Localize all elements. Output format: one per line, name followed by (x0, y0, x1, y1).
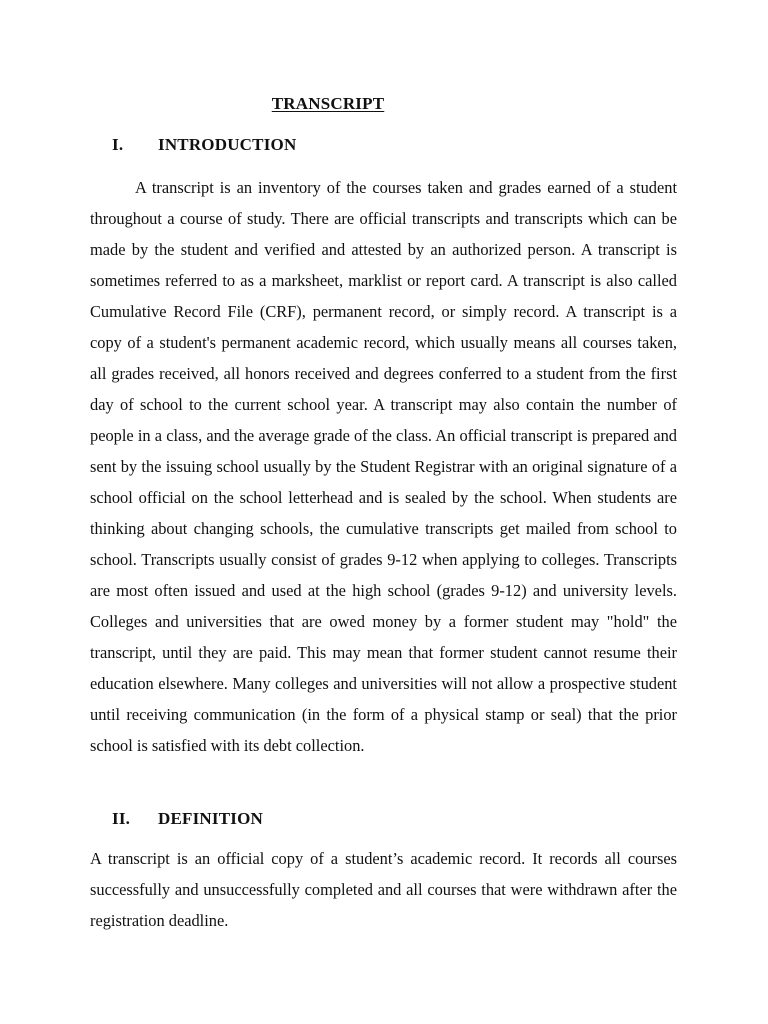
section-title: INTRODUCTION (158, 135, 297, 154)
section-number: I. (112, 135, 124, 154)
definition-paragraph: A transcript is an official copy of a student’s academic record. It records all courses successfully and unsuccessfully completed and all courses that were withdrawn after the registration deadline. (90, 849, 677, 930)
document-title: TRANSCRIPT (271, 94, 385, 113)
introduction-paragraph: A transcript is an inventory of the courses taken and grades earned of a student throughout a course of study. There are official transcripts and transcripts which can be made by the student and verified and attested by an authorized person. A transcript is sometimes referred to as a marksheet, marklist or report card. A transcript is also called Cumulative Record File (CRF), permanent record, or simply record. A transcript is a copy of a student's permanent academic record, which usually means all courses taken, all grades received, all honors received and degrees conferred to a student from the first day of school to the current school year. A transcript may also contain the number of people in a class, and the average grade of the class. An official transcript is prepared and sent by the issuing school usually by the Student Registrar with an original signature of a school official on the school letterhead and is sealed by the school. When students are thinking about changing schools, the cumulative transcripts get mailed from school to school. Transcripts usually consist of grades 9-12 when applying to colleges. Transcripts are most often issued and used at the high school (grades 9-12) and university levels. Colleges and universities that are owed money by a former student may "hold" the transcript, until they are paid. This may mean that former student cannot resume their education elsewhere. Many colleges and universities will not allow a prospective student until receiving communication (in the form of a physical stamp or seal) that the prior school is satisfied with its debt collection. (90, 178, 677, 755)
section-title: DEFINITION (158, 809, 263, 828)
section-number: II. (112, 809, 131, 828)
section-heading-introduction (112, 135, 296, 155)
section-heading-definition (112, 809, 263, 829)
